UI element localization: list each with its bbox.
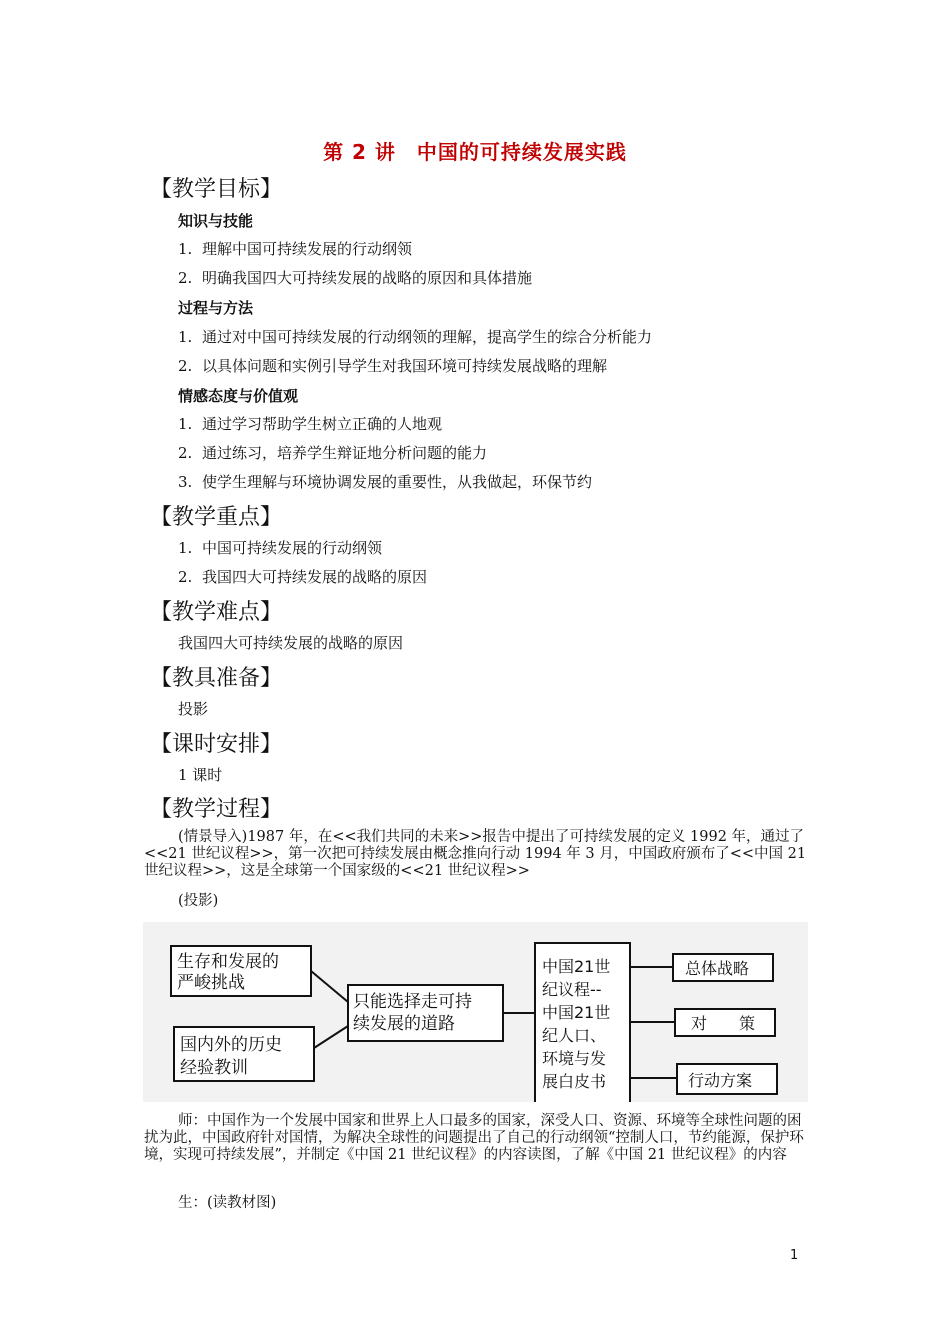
box-text: 只能选择走可持 [353,992,472,1012]
item-text: 我国四大可持续发展的战略的原因 [202,568,428,586]
section-heading-difficulty: 【教学难点】 [150,600,283,625]
box-text: 环境与发 [542,1049,607,1068]
item-number: 1. [178,415,193,433]
item-text: 通过练习，培养学生辩证地分析问题的能力 [202,444,488,462]
item-text: 通过学习帮助学生树立正确的人地观 [202,415,443,433]
list-item [178,471,592,492]
item-number: 1. [178,539,193,557]
difficulty-text: 我国四大可持续发展的战略的原因 [178,634,404,652]
item-text: 以具体问题和实例引导学生对我国环境可持续发展战略的理解 [202,357,608,375]
section-heading-process: 【教学过程】 [150,797,283,822]
item-number: 2. [178,444,193,462]
subheading-emotion: 情感态度与价值观 [178,387,299,405]
list-item [178,267,532,288]
item-number: 2. [178,568,193,586]
page-title: 第 2 讲 中国的可持续发展实践 [323,140,627,164]
diagram-svg [143,922,808,1102]
hours-text: 1 课时 [178,766,223,784]
item-number: 2. [178,269,193,287]
teacher-paragraph: 师：中国作为一个发展中国家和世界上人口最多的国家，深受人口、资源、环境等全球性问题的困扰为此，中国政府针对国情，为解决全球性的问题提出了自己的行动纲领“控制人口，节约能源，保护环境，实现可持续发展”，并制定《中国 21 世纪议程》的内容读图，了解《中国 21 世纪议程》的内容 [144,1113,804,1163]
item-text: 理解中国可持续发展的行动纲领 [202,240,413,258]
section-heading-key: 【教学重点】 [150,505,283,530]
box-text: 对 策 [691,1014,756,1033]
item-text: 通过对中国可持续发展的行动纲领的理解，提高学生的综合分析能力 [202,328,653,346]
box-text: 展白皮书 [542,1072,607,1091]
item-number: 2. [178,357,193,375]
subheading-knowledge: 知识与技能 [178,212,254,230]
box-text: 纪议程-- [542,980,602,999]
list-item [178,566,427,587]
list-item [178,442,487,463]
intro-paragraph: (情景导入)1987 年，在<<我们共同的未来>>报告中提出了可持续发展的定义 1992 年，通过了<<21 世纪议程>>，第一次把可持续发展由概念推向行动 1994 年 3 月，中国政府颁布了<<中国 21 世纪议程>>，这是全球第一个国家级的<<21 世纪议程>> [144,829,807,879]
tools-text: 投影 [178,700,209,718]
box-text: 中国21世 [542,1003,611,1022]
item-text: 使学生理解与环境协调发展的重要性，从我做起，环保节约 [202,473,593,491]
student-paragraph: 生：(读教材图) [178,1195,277,1211]
connector-line [314,1026,348,1048]
box-text: 生存和发展的 [177,952,279,972]
section-heading-hours: 【课时安排】 [150,732,283,757]
box-text: 国内外的历史 [180,1035,282,1055]
item-number: 1. [178,240,193,258]
item-number: 3. [178,473,193,491]
connector-line [311,971,348,1002]
item-number: 1. [178,328,193,346]
box-text: 中国21世 [542,957,611,976]
subheading-method: 过程与方法 [178,299,254,317]
box-text: 行动方案 [688,1071,753,1090]
projection-label: (投影) [178,893,219,909]
section-heading-tools: 【教具准备】 [150,666,283,691]
item-text: 中国可持续发展的行动纲领 [202,539,383,557]
box-text: 总体战略 [685,959,750,978]
item-text: 明确我国四大可持续发展的战略的原因和具体措施 [202,269,533,287]
list-item [178,413,442,434]
list-item [178,355,607,376]
page-number: 1 [790,1248,799,1263]
box-text: 经验教训 [180,1058,248,1078]
box-text: 续发展的道路 [353,1014,455,1034]
list-item [178,326,652,347]
section-heading-goals: 【教学目标】 [150,177,283,202]
list-item [178,537,382,558]
agenda-diagram [143,922,808,1102]
list-item [178,238,412,259]
box-text: 严峻挑战 [177,973,245,993]
box-text: 纪人口、 [542,1026,607,1045]
